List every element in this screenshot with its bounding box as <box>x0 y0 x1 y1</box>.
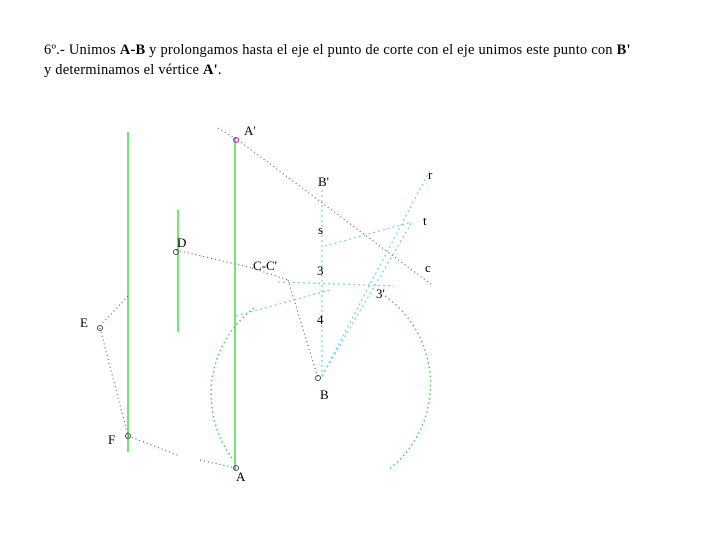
line-e-f <box>100 328 128 436</box>
circle-arc-left <box>211 308 254 458</box>
label-3: 3 <box>317 263 324 278</box>
label-r: r <box>428 167 433 182</box>
label-4: 4 <box>317 312 324 327</box>
label-s: s <box>318 222 324 237</box>
label-3-prime: 3' <box>376 286 385 301</box>
label-c: c <box>425 260 431 275</box>
label-a: A <box>236 469 246 484</box>
line-e-up <box>100 296 128 326</box>
line-d-c <box>176 250 252 268</box>
label-f: F <box>108 432 116 447</box>
point-b-marker <box>316 376 321 381</box>
instruction-part4: . <box>217 62 222 78</box>
instruction-bold-bprime: B' <box>616 42 631 58</box>
line-s-t <box>325 222 412 246</box>
line-axis-three <box>236 290 330 316</box>
label-t: t <box>423 213 427 228</box>
instruction-bold-aprime: A' <box>203 62 218 78</box>
label-e: E <box>80 315 88 330</box>
line-b-r <box>322 170 430 376</box>
label-b-prime: B' <box>318 174 330 189</box>
label-c-cprime: C-C' <box>253 258 278 273</box>
circle-arc-right <box>385 296 431 470</box>
label-a-prime: A' <box>244 123 256 138</box>
instruction-part2: y prolongamos hasta el eje el punto de corte con el eje unimos este punto con <box>145 42 617 58</box>
instruction-bold-ab: A-B <box>119 42 146 58</box>
line-f-right <box>128 436 180 456</box>
line-b-t <box>322 222 412 376</box>
line-to-a <box>200 460 236 468</box>
instruction-part3: y determinamos el vértice <box>44 62 204 78</box>
label-d: D <box>177 235 187 250</box>
instruction-part1: 6º.- Unimos <box>44 42 120 58</box>
label-b: B <box>320 387 329 402</box>
